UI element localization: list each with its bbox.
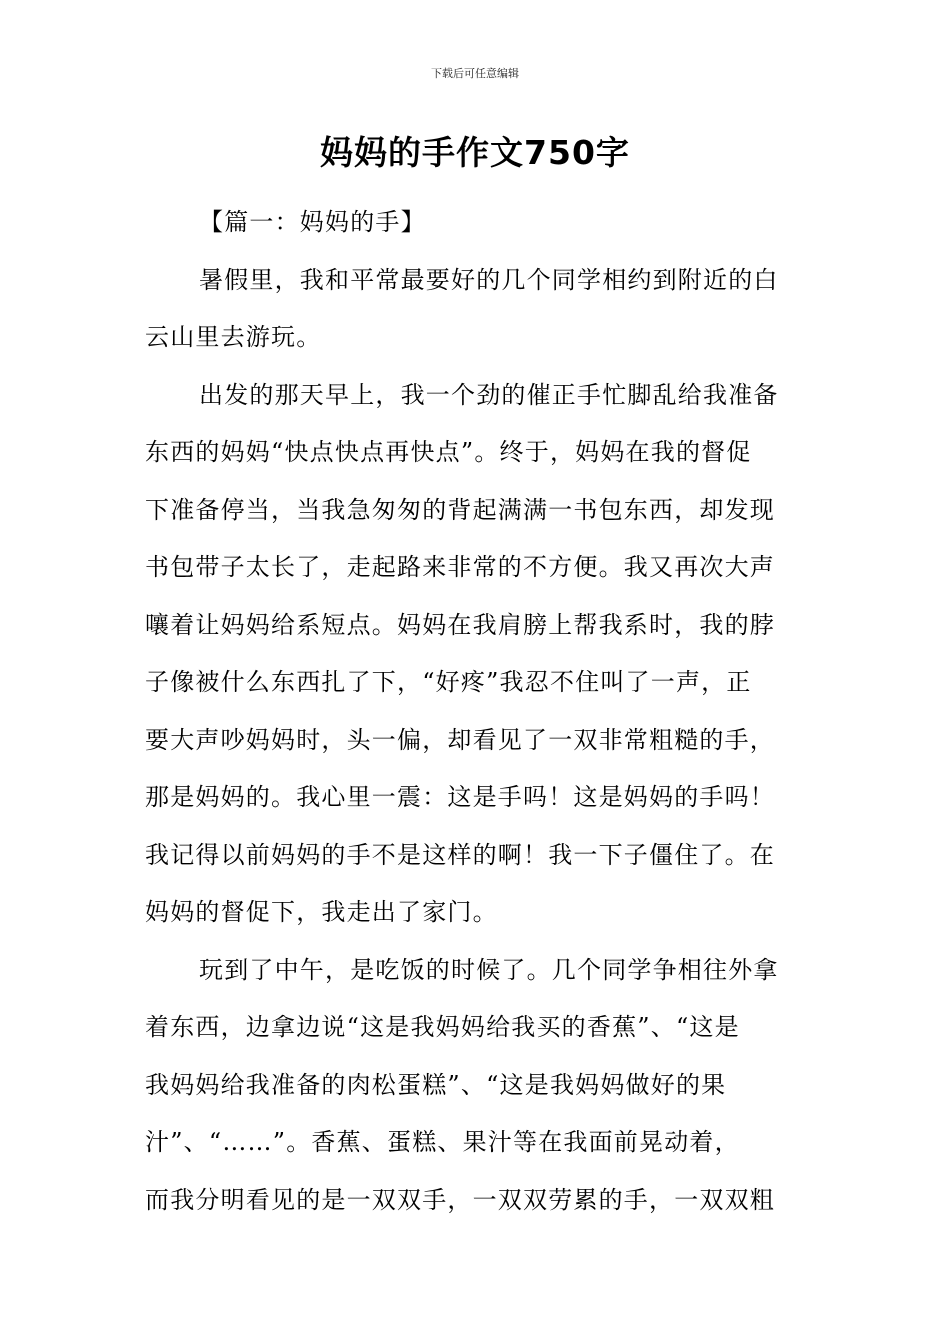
paragraph-line: 我妈妈给我准备的肉松蛋糕”、“这是我妈妈做好的果: [145, 1070, 727, 1099]
paragraph-line: 汁”、“……”。香蕉、蛋糕、果汁等在我面前晃动着，: [145, 1128, 740, 1156]
paragraph-line: 玩到了中午，是吃饭的时候了。几个同学争相往外拿: [199, 955, 779, 984]
section-heading: 【篇一：妈妈的手】: [199, 208, 426, 236]
paragraph-line: 子像被什么东西扎了下，“好疼”我忍不住叫了一声，正: [145, 668, 752, 696]
header-note: 下载后可任意编辑: [431, 67, 519, 80]
paragraph-line: 我记得以前妈妈的手不是这样的啊！我一下子僵住了。在: [145, 840, 775, 869]
paragraph-line: 那是妈妈的。我心里一震：这是手吗！这是妈妈的手吗！: [145, 783, 775, 811]
paragraph-line: 东西的妈妈“快点快点再快点”。终于，妈妈在我的督促: [145, 438, 752, 466]
paragraph-line: 暑假里，我和平常最要好的几个同学相约到附近的白: [199, 265, 779, 294]
paragraph-line: 出发的那天早上，我一个劲的催正手忙脚乱给我准备: [199, 380, 779, 409]
paragraph-line: 下准备停当，当我急匆匆的背起满满一书包东西，却发现: [145, 495, 775, 524]
document-body: [145, 194, 810, 1229]
paragraph-line: 嚷着让妈妈给系短点。妈妈在我肩膀上帮我系时，我的脖: [145, 610, 775, 639]
paragraph-line: 而我分明看见的是一双双手，一双双劳累的手，一双双粗: [145, 1185, 775, 1214]
paragraph-line: 妈妈的督促下，我走出了家门。: [145, 898, 498, 926]
paragraph-line: 要大声吵妈妈时，头一偏，却看见了一双非常粗糙的手，: [145, 725, 775, 754]
paragraph-line: 云山里去游玩。: [145, 323, 322, 351]
document-title: 妈妈的手作文750字: [320, 133, 630, 172]
paragraph-line: 着东西，边拿边说“这是我妈妈给我买的香蕉”、“这是: [145, 1013, 740, 1041]
paragraph-line: 书包带子太长了，走起路来非常的不方便。我又再次大声: [145, 553, 775, 581]
